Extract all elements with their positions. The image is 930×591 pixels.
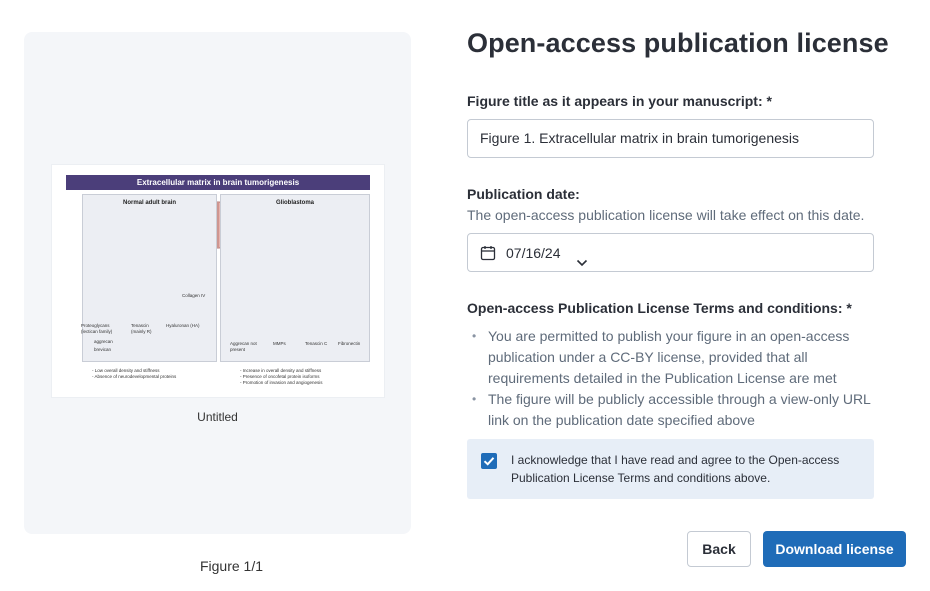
- label-aggrecan-not-present: Aggrecan not present: [230, 341, 257, 352]
- terms-item: [472, 389, 872, 431]
- normal-brain-title: Normal adult brain: [122, 200, 176, 206]
- figure-title-input[interactable]: Figure 1. Extracellular matrix in brain tumorigenesis: [467, 119, 874, 158]
- publication-date-label: Publication date:: [467, 186, 580, 202]
- label-hyaluronan: Hyaluronan (HA): [166, 323, 200, 328]
- figure-preview-panel: [24, 32, 411, 534]
- figure-counter: Figure 1/1: [199, 558, 264, 574]
- page-title: Open-access publication license: [467, 28, 889, 58]
- left-note: - Low overall density and stiffness: [92, 368, 160, 373]
- acknowledge-text: I acknowledge that I have read and agree to the Open-access Publication License Terms and conditions above.: [511, 453, 840, 485]
- right-note: - Increase in overall density and stiffness: [240, 368, 322, 373]
- bullet-icon: •: [472, 329, 477, 343]
- terms-item-text: You are permitted to publish your figure in an open-access publication under a CC-BY license, provided that all requirements detailed in the Publication License are met: [488, 328, 850, 386]
- acknowledge-checkbox[interactable]: [481, 453, 497, 469]
- publication-date-hint: The open-access publication license will take effect on this date.: [467, 207, 865, 223]
- chevron-down-icon[interactable]: [576, 254, 588, 272]
- terms-list: [472, 326, 872, 431]
- acknowledgement-box: [467, 439, 874, 499]
- download-license-button[interactable]: Download license: [763, 531, 906, 567]
- check-icon: [481, 453, 497, 469]
- glioblastoma-panel: [220, 194, 370, 362]
- terms-label: Open-access Publication License Terms and conditions: *: [467, 300, 852, 316]
- figure-title-label: Figure title as it appears in your manuscript: *: [467, 93, 772, 109]
- right-note: - Presence of oncofetal protein isoforms: [240, 374, 320, 379]
- terms-item-text: The figure will be publicly accessible through a view-only URL link on the publication date specified above: [488, 391, 871, 428]
- normal-brain-panel: [82, 194, 217, 362]
- publication-date-value: 07/16/24: [506, 245, 561, 261]
- left-note: - Absence of neurodevelopmental proteins: [92, 374, 177, 379]
- right-note: - Promotion of invasion and angiogenesis: [240, 380, 323, 385]
- label-proteoglycans: Proteoglycans (lectican family): [81, 323, 113, 334]
- calendar-icon: [480, 245, 496, 266]
- label-tenascin-c: Tenascin C: [305, 341, 328, 346]
- label-mmps: MMPs: [273, 341, 286, 346]
- figure-header: Extracellular matrix in brain tumorigenesis: [66, 175, 370, 190]
- label-tenascin-r: Tenascin (mainly R): [131, 323, 152, 334]
- label-brevican: brevican: [94, 347, 112, 352]
- publication-date-picker[interactable]: [467, 233, 874, 272]
- label-fibronectin: Fibronectin: [338, 341, 361, 346]
- terms-item: [472, 326, 872, 389]
- label-collagen: Collagen IV: [182, 293, 206, 298]
- back-button[interactable]: Back: [687, 531, 751, 567]
- glioblastoma-title: Glioblastoma: [275, 200, 314, 206]
- bullet-icon: •: [472, 392, 477, 406]
- label-aggrecan: aggrecan: [94, 339, 113, 344]
- figure-caption: Untitled: [197, 410, 238, 424]
- figure-thumbnail[interactable]: [52, 165, 384, 397]
